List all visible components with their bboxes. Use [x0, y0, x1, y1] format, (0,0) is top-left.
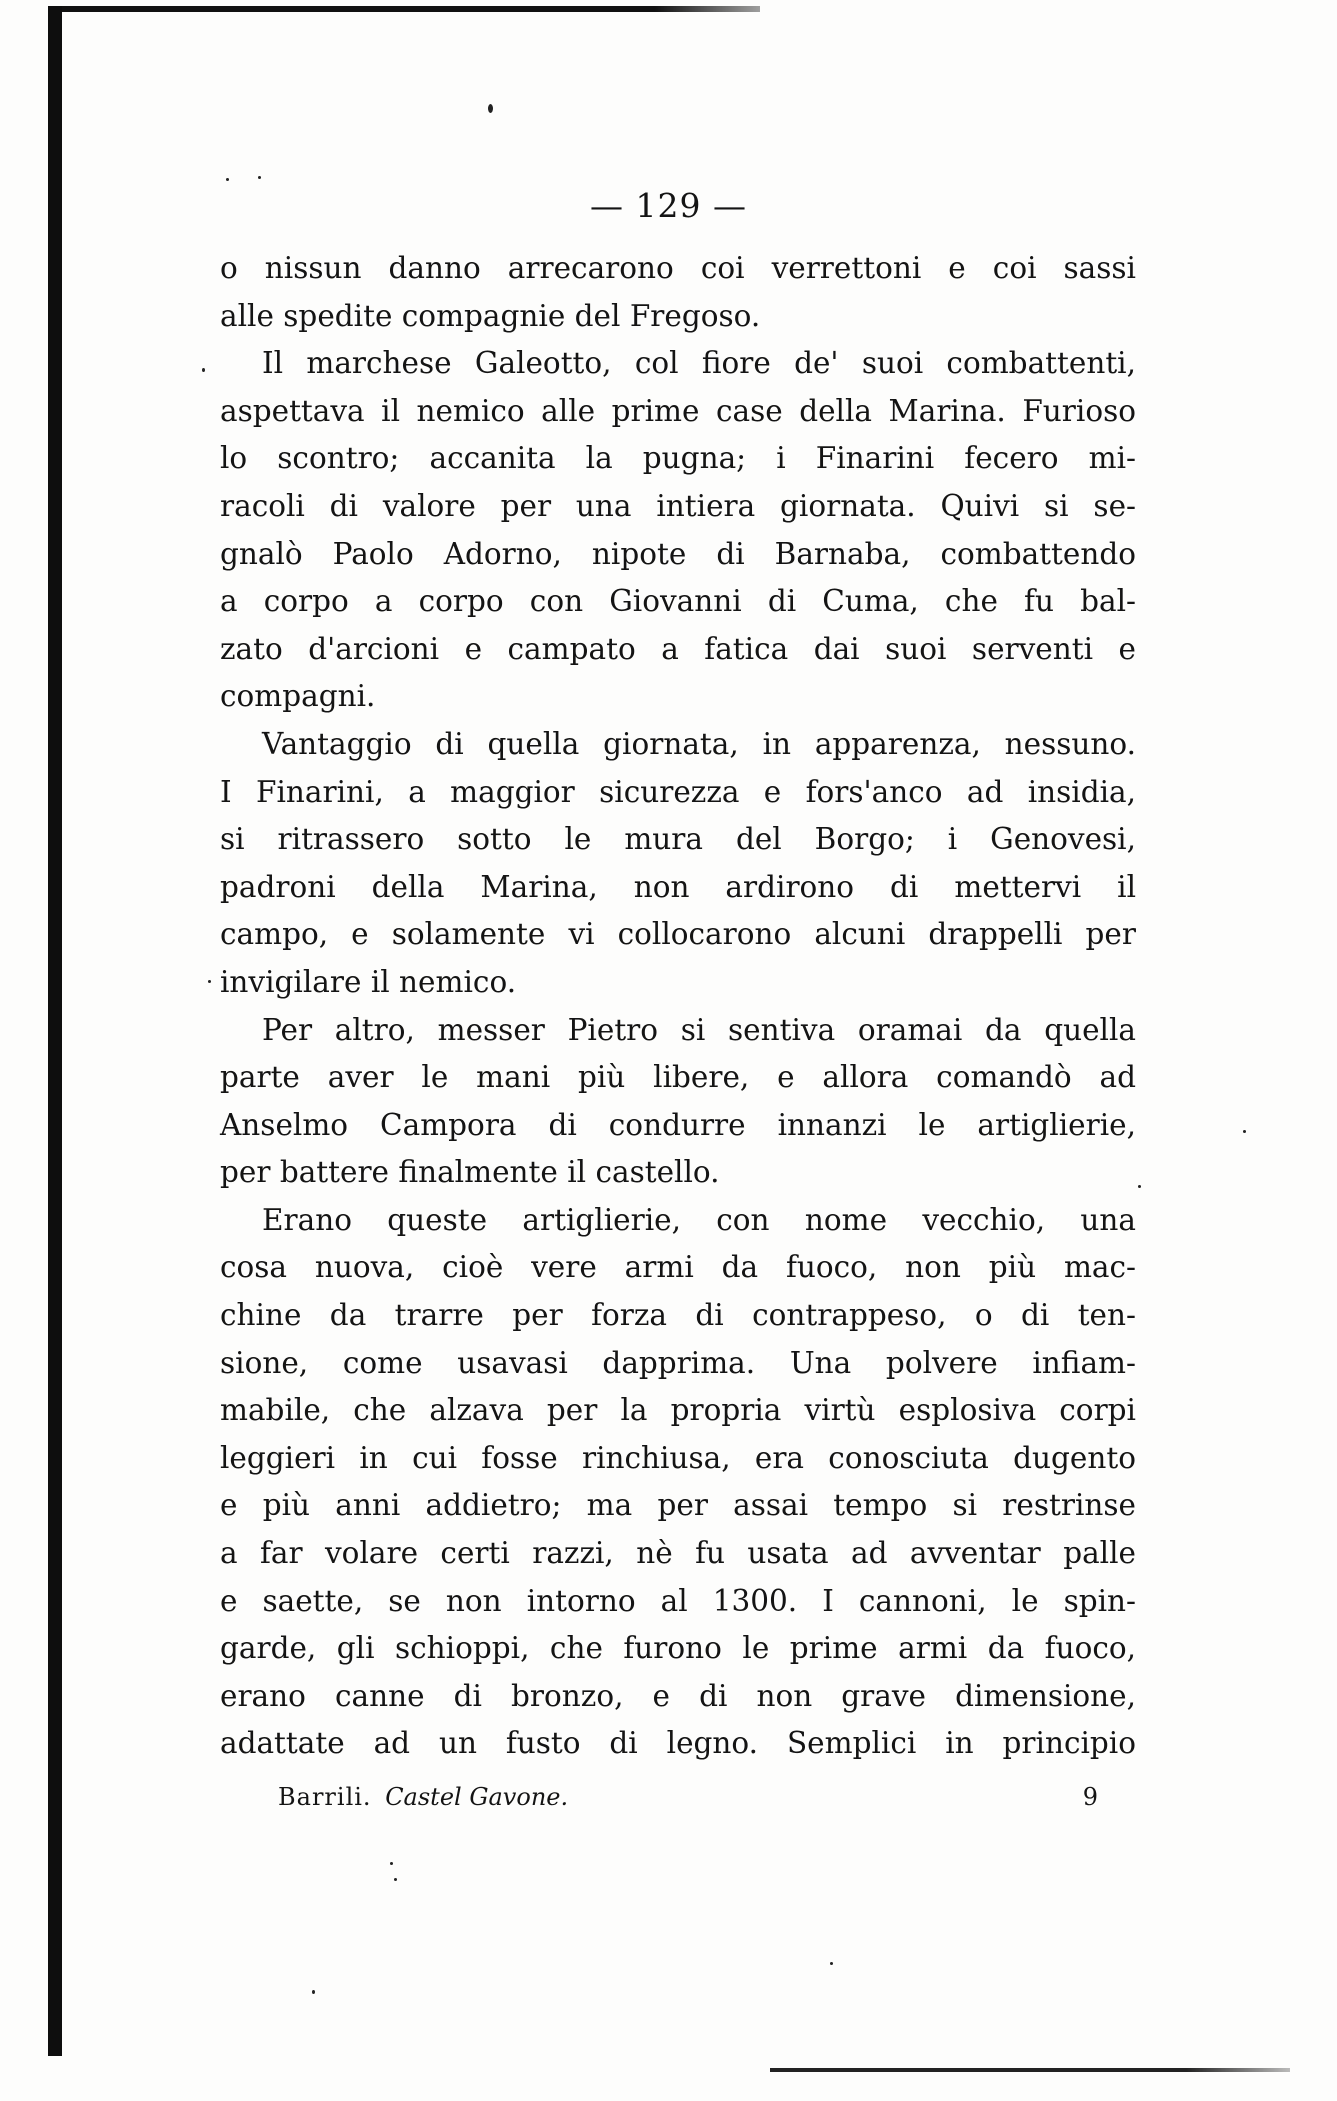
text-line: mabile, che alzava per la propria virtù esplosiva corpi	[220, 1393, 1136, 1428]
text-line: padroni della Marina, non ardirono di mettervi il	[220, 869, 1136, 904]
text-line: Per altro, messer Pietro si sentiva oramai da quella	[262, 1012, 1136, 1047]
page-edge-bottom	[770, 2068, 1290, 2072]
text-line: racoli di valore per una intiera giornata. Quivi si se-	[220, 488, 1136, 523]
scan-speck	[1243, 1130, 1246, 1133]
text-line: I Finarini, a maggior sicurezza e fors'anco ad insidia,	[220, 774, 1136, 809]
text-line: a corpo a corpo con Giovanni di Cuma, che fu bal-	[220, 584, 1136, 619]
footer-author: Barrili.	[278, 1783, 372, 1811]
page-edge-top	[60, 6, 760, 12]
text-line: Vantaggio di quella giornata, in apparenza, nessuno.	[262, 726, 1136, 761]
text-line: si ritrassero sotto le mura del Borgo; i Genovesi,	[220, 822, 1136, 857]
scan-speck	[488, 104, 493, 113]
scan-speck	[202, 368, 205, 372]
scan-speck	[830, 1962, 833, 1965]
scan-speck	[1138, 1185, 1141, 1188]
text-line: gnalò Paolo Adorno, nipote di Barnaba, combattendo	[220, 536, 1136, 571]
scan-speck	[258, 176, 261, 179]
body-text	[220, 245, 1136, 1768]
text-line: Anselmo Campora di condurre innanzi le artiglierie,	[220, 1107, 1136, 1142]
scan-speck	[226, 178, 229, 181]
text-line: chine da trarre per forza di contrappeso, o di ten-	[220, 1298, 1136, 1333]
text-line: aspettava il nemico alle prime case della Marina. Furioso	[220, 393, 1136, 428]
footer-signature-mark: 9	[1082, 1783, 1098, 1811]
text-line: Il marchese Galeotto, col fiore de' suoi combattenti,	[262, 346, 1136, 381]
text-line: garde, gli schioppi, che furono le prime armi da fuoco,	[220, 1631, 1136, 1666]
text-line: compagni.	[220, 679, 376, 714]
page-footer	[278, 1783, 1098, 1811]
text-line: a far volare certi razzi, nè fu usata ad avventar palle	[220, 1536, 1136, 1571]
footer-signature	[278, 1783, 568, 1811]
scan-speck	[312, 1990, 315, 1994]
scan-speck	[394, 1878, 397, 1881]
footer-title: Castel Gavone.	[385, 1783, 569, 1811]
text-line: zato d'arcioni e campato a fatica dai suoi serventi e	[220, 631, 1136, 666]
text-line: cosa nuova, cioè vere armi da fuoco, non più mac-	[220, 1250, 1136, 1285]
scan-speck	[390, 1862, 393, 1865]
text-line: parte aver le mani più libere, e allora comandò ad	[220, 1060, 1136, 1095]
text-line: sione, come usavasi dapprima. Una polvere infiam-	[220, 1345, 1136, 1380]
text-line: o nissun danno arrecarono coi verrettoni e coi sassi	[220, 251, 1136, 285]
text-line: per battere finalmente il castello.	[220, 1155, 720, 1190]
text-line: e più anni addietro; ma per assai tempo si restrinse	[220, 1488, 1136, 1523]
text-line: campo, e solamente vi collocarono alcuni drappelli per	[220, 917, 1136, 952]
page-edge-left	[48, 6, 62, 2056]
text-line: leggieri in cui fosse rinchiusa, era conosciuta dugento	[220, 1440, 1136, 1475]
text-line: Erano queste artiglierie, con nome vecchio, una	[262, 1202, 1136, 1237]
text-line: lo scontro; accanita la pugna; i Finarini fecero mi-	[220, 441, 1136, 476]
text-line: invigilare il nemico.	[220, 964, 517, 999]
page-number-header: — 129 —	[590, 186, 747, 225]
text-line: adattate ad un fusto di legno. Semplici in principio	[220, 1726, 1136, 1761]
text-line: erano canne di bronzo, e di non grave dimensione,	[220, 1678, 1136, 1713]
text-line: alle spedite compagnie del Fregoso.	[220, 298, 761, 333]
scan-speck	[208, 980, 211, 983]
text-line: e saette, se non intorno al 1300. I cannoni, le spin-	[220, 1583, 1136, 1618]
